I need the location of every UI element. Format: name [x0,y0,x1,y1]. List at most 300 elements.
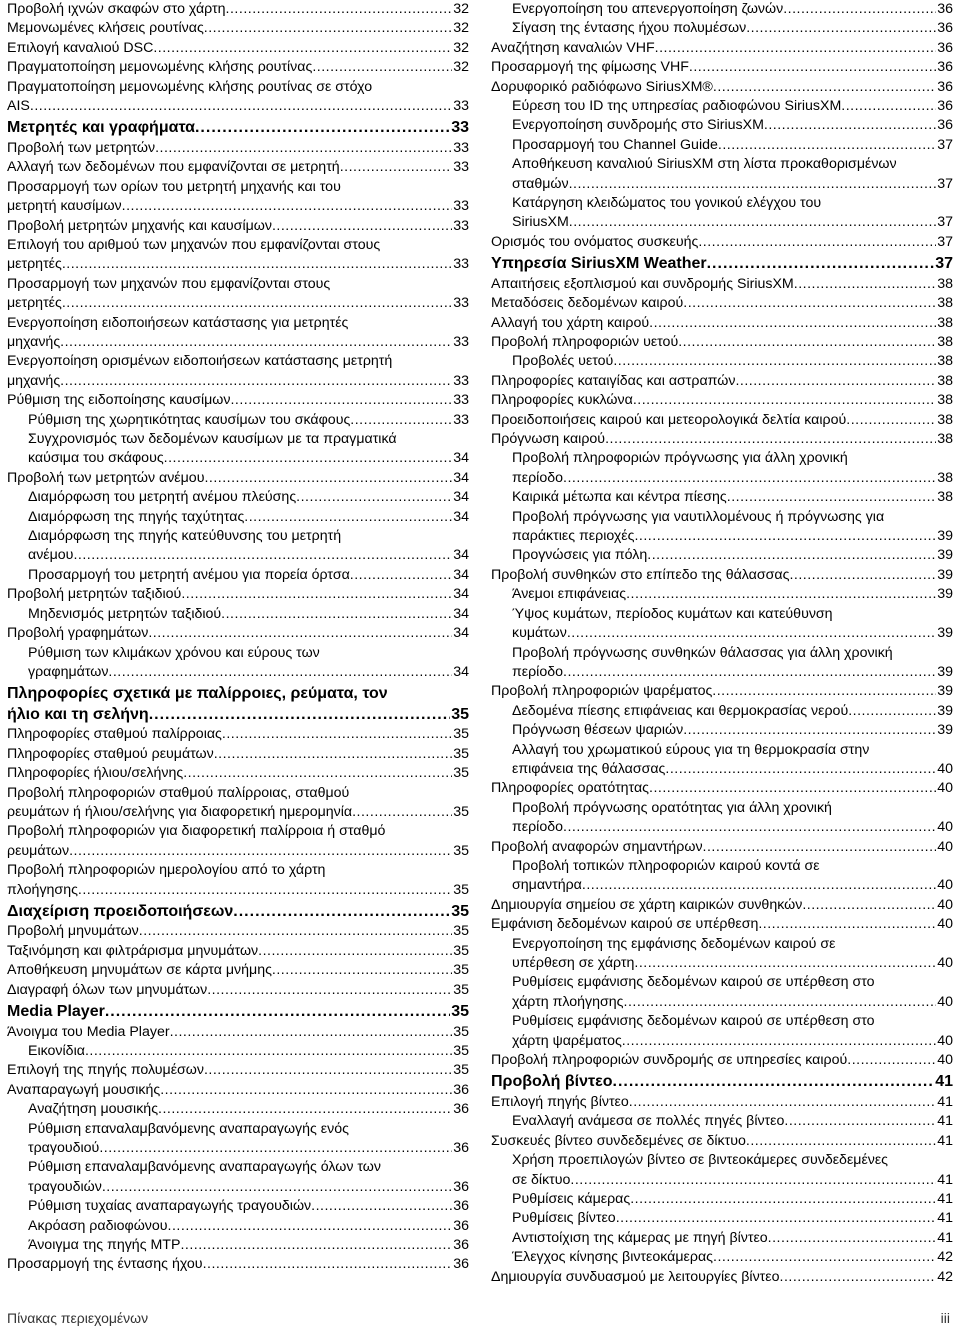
toc-entry[interactable] [7,78,469,117]
toc-entry[interactable] [7,488,469,507]
toc-page-number: 39 [937,625,953,642]
toc-entry-title-line: Ρυθμίσεις βίντεο [512,1210,616,1227]
toc-entry[interactable] [491,644,953,683]
toc-entry[interactable] [7,725,469,744]
toc-entry-title-line: Ταξινόμηση και φιλτράρισμα μηνυμάτων [7,942,259,959]
toc-entry-title-line: Προσαρμογή της έντασης ήχου [7,1256,203,1273]
toc-entry[interactable] [491,546,953,565]
toc-page-number: 35 [453,803,469,820]
toc-entry[interactable] [491,352,953,371]
dot-leader [296,488,452,507]
toc-page-number: 35 [453,942,469,959]
toc-page-number: 39 [937,528,953,545]
toc-entry[interactable] [491,1051,953,1070]
toc-entry-title-line: Εμφάνιση δεδομένων καιρού σε υπέρθεση [491,916,759,933]
toc-entry[interactable] [7,745,469,764]
toc-entry[interactable] [491,1209,953,1228]
toc-entry-title-line: Προβολές υετού [512,353,614,370]
toc-entry[interactable] [7,178,469,217]
toc-entry-title-line: Προβολή πρόγνωσης συνθηκών θάλασσας για άλλη χρονική [512,644,893,661]
toc-entry[interactable] [491,275,953,294]
toc-entry[interactable] [491,1151,953,1190]
toc-entry[interactable] [491,1229,953,1248]
toc-page-number: 42 [937,1268,953,1285]
toc-entry-title-line: Αναζήτηση μουσικής [28,1101,159,1118]
toc-entry[interactable] [491,838,953,857]
dot-leader [158,1100,452,1119]
dot-leader [148,624,452,643]
toc-entry-title-line: Ρυθμίσεις εμφάνισης δεδομένων καιρού σε υπέρθεση στο [512,974,875,991]
toc-entry[interactable] [491,605,953,644]
toc-page-number: 36 [937,59,953,76]
toc-page-number: 40 [937,993,953,1010]
dot-leader [153,39,452,58]
toc-page-number: 35 [451,705,469,723]
toc-entry[interactable] [491,136,953,155]
dot-leader [703,838,937,857]
toc-entry[interactable] [7,0,469,19]
toc-entry-title-line: περίοδο [512,663,564,680]
toc-entry-title-line: Διαγραφή όλων των μηνυμάτων [7,981,208,998]
toc-entry-title-line: Εύρεση του ID της υπηρεσίας ραδιοφώνου SiriusXM [512,98,842,115]
toc-entry[interactable] [7,1042,469,1061]
dot-leader [768,1229,937,1248]
dot-leader [616,1209,937,1228]
toc-entry-title-line: Υπηρεσία SiriusXM Weather [491,255,707,273]
toc-entry[interactable] [491,585,953,604]
toc-column-right [491,0,953,1287]
toc-page-number: 35 [451,902,469,920]
dot-leader [204,1061,452,1080]
toc-entry-title-line: Εικονίδια [28,1043,85,1059]
toc-entry[interactable] [491,194,953,233]
toc-column-left [7,0,469,1275]
toc-page-number: 36 [453,1101,469,1118]
toc-page-number: 35 [453,981,469,998]
toc-entry[interactable] [491,1012,953,1051]
dot-leader [629,1093,936,1112]
toc-entry[interactable] [7,624,469,643]
toc-entry-title-line: Επιλογή πηγής βίντεο [491,1093,629,1110]
toc-entry[interactable] [7,236,469,275]
toc-entry[interactable] [7,922,469,941]
dot-leader [735,372,936,391]
toc-page-number: 38 [937,275,953,292]
toc-entry-title-line: Προβολή ιχνών σκαφών στο χάρτη [7,1,226,17]
toc-page-number: 36 [453,1178,469,1195]
toc-page-number: 34 [453,663,469,680]
toc-entry[interactable] [491,1112,953,1131]
toc-entry-title-line: Προβολή συνθηκών στο επίπεδο της θάλασσας [491,566,790,583]
toc-entry[interactable] [491,1132,953,1151]
toc-entry-title-line: Μεταδόσεις δεδομένων καιρού [491,295,684,312]
toc-entry[interactable] [7,605,469,624]
toc-entry[interactable] [491,935,953,974]
toc-entry[interactable] [491,233,953,252]
toc-entry-title-line: Σίγαση της έντασης ήχου πολυμέσων [512,20,747,37]
toc-entry[interactable] [491,1248,953,1267]
toc-entry-title-line: Μεμονωμένες κλήσεις ρουτίνας [7,20,204,37]
dot-leader [155,139,452,158]
toc-page-number: 38 [937,489,953,506]
dot-leader [30,97,452,116]
toc-entry-title-line: πλοήγησης [7,881,78,898]
toc-entry-title-line: Κατάργηση κλειδώματος του γονικού ελέγχου του [512,195,822,212]
toc-entry[interactable] [7,861,469,900]
toc-entry-title-line: Ορισμός του ονόματος συσκευής [491,233,699,250]
toc-entry[interactable] [7,469,469,488]
dot-leader [350,566,452,585]
toc-entry[interactable] [7,784,469,823]
toc-page-number: 41 [937,1093,953,1110]
dot-leader [634,954,936,973]
toc-entry[interactable] [491,97,953,116]
toc-page-number: 37 [937,136,953,153]
toc-entry[interactable] [7,961,469,980]
toc-page-number: 37 [935,255,953,273]
toc-entry-title-line: Πληροφορίες σταθμού ρευμάτων [7,745,214,762]
toc-entry[interactable] [491,294,953,313]
toc-entry-title-line: Συγχρονισμός των δεδομένων καυσίμων με τα πραγματικά [28,431,397,448]
toc-entry-title-line: Πληροφορίες σταθμού παλίρροιας [7,726,222,743]
toc-entry-title-line: Πραγματοποίηση μεμονωμένης κλήσης ρουτίνας [7,59,313,76]
toc-entry-title-line: Προβολή πληροφοριών ψαρέματος [491,683,713,700]
toc-entry-title-line: Δημιουργία σημείου σε χάρτη καιρικών συνθηκών [491,896,803,913]
toc-page-number: 36 [453,1198,469,1215]
dot-leader [170,1023,453,1042]
dot-leader [613,352,936,371]
toc-page-number: 38 [937,334,953,350]
toc-entry-title-line: Προβολή πρόγνωσης για ναυτιλλομένους ή πρόγνωσης για [512,508,885,525]
toc-page-number: 35 [453,726,469,743]
toc-entry[interactable] [7,39,469,58]
dot-leader [272,217,452,236]
toc-entry-title-line: μετρητές [7,256,62,273]
toc-entry-title-line: Επιλογή της πηγής πολυμέσων [7,1062,204,1079]
dot-leader [848,702,936,721]
toc-entry[interactable] [491,799,953,838]
dot-leader [160,1081,452,1100]
toc-entry-title-line: Προειδοποιήσεις καιρού και μετεορολογικά δελτία καιρού [491,411,847,428]
toc-section-heading[interactable] [7,684,469,725]
toc-entry[interactable] [7,585,469,604]
toc-entry[interactable] [7,764,469,783]
toc-page-number: 35 [453,962,469,979]
toc-section-heading[interactable] [7,118,469,139]
toc-entry-title-line: Δημιουργία συνδυασμού με λειτουργίες βίντεο [491,1268,780,1285]
toc-page-number: 36 [453,1217,469,1234]
toc-entry[interactable] [491,116,953,135]
toc-entry[interactable] [7,981,469,1000]
dot-leader [634,527,936,546]
toc-entry[interactable] [491,682,953,701]
toc-entry-title-line: Ρύθμιση τυχαίας αναπαραγωγής τραγουδιών [28,1198,312,1215]
toc-entry-title-line: Ρύθμιση της ειδοποίησης καυσίμων [7,392,231,409]
toc-entry[interactable] [7,217,469,236]
toc-entry[interactable] [491,1093,953,1112]
toc-entry[interactable] [491,314,953,333]
toc-page-number: 34 [453,489,469,506]
toc-entry[interactable] [7,1255,469,1274]
toc-entry[interactable] [491,566,953,585]
dot-leader [713,1248,936,1267]
toc-entry[interactable] [7,527,469,566]
toc-entry[interactable] [7,942,469,961]
toc-entry[interactable] [7,58,469,77]
toc-section-heading[interactable] [7,902,469,923]
toc-entry-title-line: Πραγματοποίηση μεμονωμένης κλήσης ρουτίνας σε στόχο [7,78,373,95]
dot-leader [649,779,936,798]
toc-entry[interactable] [491,915,953,934]
toc-page-number: 35 [453,1062,469,1079]
toc-entry[interactable] [7,275,469,314]
toc-entry[interactable] [7,1120,469,1159]
toc-entry-title-line: γραφημάτων [28,663,109,680]
dot-leader [794,275,936,294]
toc-entry-title-line: Διαμόρφωση της πηγής κατεύθυνσης του μετρητή [28,528,342,545]
dot-leader [569,175,937,194]
toc-entry[interactable] [7,314,469,353]
toc-entry[interactable] [7,158,469,177]
toc-page-number: 38 [937,392,953,409]
toc-entry[interactable] [491,391,953,410]
toc-page-number: 40 [937,838,953,855]
toc-entry-title-line: Μετρητές και γραφήματα [7,119,195,137]
dot-leader [570,1171,936,1190]
toc-entry[interactable] [491,411,953,430]
toc-entry[interactable] [7,1061,469,1080]
dot-leader [784,1112,936,1131]
toc-page-number: 39 [937,663,953,680]
toc-entry-title-line: Χρήση προεπιλογών βίντεο σε βιντεοκάμερες συνδεδεμένες [512,1152,889,1169]
toc-entry-title-line: Ρύθμιση της χωρητικότητας καυσίμων του σκάφους [28,411,351,428]
toc-entry[interactable] [7,1197,469,1216]
toc-entry-title-line: Προσαρμογή του μετρητή ανέμου για πορεία όρτσα [28,566,350,583]
toc-entry-title-line: Αναζήτηση καναλιών VHF [491,39,655,56]
dot-leader [203,1255,453,1274]
dot-leader [207,981,452,1000]
toc-entry[interactable] [7,391,469,410]
toc-entry[interactable] [7,19,469,38]
toc-page-number: 35 [451,1003,469,1021]
toc-page-number: 40 [937,1032,953,1049]
toc-entry-title-line: Media Player [7,1003,105,1021]
dot-leader [214,745,452,764]
dot-leader [69,842,452,861]
toc-entry-title-line: χάρτη πλοήγησης [512,993,624,1010]
toc-page-number: 35 [453,1023,469,1040]
toc-page-number: 36 [937,1,953,17]
toc-page-number: 33 [453,392,469,409]
dot-leader [108,663,452,682]
toc-entry[interactable] [7,1158,469,1197]
toc-entry[interactable] [491,973,953,1012]
toc-entry-title-line: Προσαρμογή των ορίων του μετρητή μηχανής και του [7,178,341,195]
toc-page-number: 42 [937,1249,953,1266]
toc-entry[interactable] [491,896,953,915]
toc-page-number: 36 [937,39,953,56]
toc-entry-title-line: SiriusXM [512,214,569,231]
toc-entry[interactable] [7,139,469,158]
toc-entry[interactable] [7,352,469,391]
toc-entry-title-line: Άνεμοι επιφάνειας [512,586,627,603]
dot-leader [780,1268,937,1287]
toc-page-number: 33 [453,372,469,389]
toc-section-heading[interactable] [491,254,953,275]
toc-entry[interactable] [491,488,953,507]
toc-entry-title-line: κυμάτων [512,625,567,642]
dot-leader [569,213,936,232]
dot-leader [789,566,936,585]
dot-leader [312,58,452,77]
toc-entry-title-line: σημαντήρα [512,877,582,894]
toc-page-number: 33 [453,159,469,176]
toc-page-number: 32 [453,20,469,37]
toc-entry[interactable] [491,39,953,58]
dot-leader [605,430,936,449]
toc-entry-title-line: Προβολή των μετρητών [7,139,156,156]
toc-page-number: 32 [453,39,469,56]
toc-entry-title-line: παράκτιες περιοχές [512,528,635,545]
toc-entry[interactable] [491,333,953,352]
toc-entry[interactable] [7,1217,469,1236]
toc-entry-title-line: χάρτη ψαρέματος [512,1032,622,1049]
toc-entry-title-line: Προβολή τοπικών πληροφοριών καιρού κοντά σε [512,857,820,874]
toc-page-number: 32 [453,1,469,17]
toc-entry-title-line: Διαμόρφωση του μετρητή ανέμου πλεύσης [28,489,297,506]
toc-entry[interactable] [7,430,469,469]
dot-leader [626,585,936,604]
toc-entry-title-line: Αποθήκευση καναλιού SiriusXM στη λίστα προκαθορισμένων [512,156,897,173]
toc-page-number: 34 [453,469,469,486]
toc-page-number: 33 [453,411,469,428]
toc-entry-title-line: Ακρόαση ραδιοφώνου [28,1217,168,1234]
toc-entry-title-line: Προβολή πληροφοριών ημερολογίου από το χάρτη [7,862,326,879]
toc-page-number: 38 [937,469,953,486]
toc-page-number: 40 [937,1052,953,1069]
toc-page-number: 39 [937,722,953,739]
toc-entry[interactable] [491,857,953,896]
toc-entry[interactable] [7,411,469,430]
toc-page-number: 35 [453,881,469,898]
toc-entry-title-line: Αλλαγή των δεδομένων που εμφανίζονται σε μετρητή [7,159,340,176]
toc-page-number: 38 [937,353,953,370]
toc-page-number: 36 [453,1256,469,1273]
toc-entry[interactable] [7,566,469,585]
dot-leader [168,1217,453,1236]
dot-leader [99,1139,452,1158]
dot-leader [630,1190,936,1209]
toc-entry[interactable] [491,449,953,488]
toc-section-heading[interactable] [491,1072,953,1093]
toc-page-number: 38 [937,372,953,389]
toc-page-number: 41 [937,1113,953,1130]
dot-leader [102,1178,452,1197]
toc-entry[interactable] [491,78,953,97]
footer-section-title: Πίνακας περιεχομένων [7,1310,149,1326]
toc-entry[interactable] [7,1081,469,1100]
dot-leader [350,411,452,430]
toc-entry-title-line: Απαιτήσεις εξοπλισμού και συνδρομής SiriusXM [491,275,794,292]
toc-entry-title-line: περίοδο [512,819,564,836]
toc-page-number: 40 [937,916,953,933]
toc-entry[interactable] [491,19,953,38]
toc-page-number: 32 [453,59,469,76]
toc-page-number: 41 [937,1190,953,1207]
dot-leader [563,818,936,837]
toc-page-number: 36 [937,117,953,134]
toc-entry[interactable] [491,702,953,721]
toc-entry[interactable] [7,508,469,527]
toc-entry[interactable] [7,1236,469,1255]
toc-entry-title-line: ρευμάτων ή ήλιου/σελήνης για διαφορετική ημερομηνία [7,803,353,820]
toc-page-number: 39 [937,586,953,603]
toc-entry-title-line: Προβολή μηνυμάτων [7,923,139,940]
toc-entry-title-line: Προγνώσεις για πόλη [512,547,648,564]
toc-entry[interactable] [491,58,953,77]
dot-leader [122,197,453,216]
dot-leader [582,876,936,895]
toc-entry[interactable] [491,779,953,798]
dot-leader [746,19,936,38]
dot-leader [758,915,936,934]
toc-page-number: 40 [937,896,953,913]
toc-entry[interactable] [491,1268,953,1287]
toc-page-number: 41 [937,1132,953,1149]
toc-entry[interactable] [7,1023,469,1042]
toc-entry-title-line: Προβολή πληροφοριών για διαφορετική παλίρροια ή σταθμό [7,823,386,840]
toc-page-number: 35 [453,923,469,940]
toc-entry-title-line: Προβολή πληροφοριών σταθμού παλίρροιας, σταθμού [7,784,350,801]
toc-page-number: 35 [453,842,469,859]
toc-entry-title-line: Διαχείριση προειδοποιήσεων [7,902,234,920]
toc-entry[interactable] [7,1100,469,1119]
toc-entry-title-line: ρευμάτων [7,842,70,859]
toc-page-number: 34 [453,508,469,525]
toc-entry-title-line: Προβολή βίντεο [491,1073,613,1091]
toc-section-heading[interactable] [7,1002,469,1023]
toc-entry[interactable] [491,721,953,740]
dot-leader [311,1197,452,1216]
toc-entry[interactable] [491,430,953,449]
toc-page-number: 35 [453,1043,469,1059]
toc-entry-title-line: Επιλογή καναλιού DSC [7,39,154,56]
toc-page-number: 33 [453,217,469,234]
toc-page-number: 34 [453,625,469,642]
toc-entry-title-line: Πληροφορίες κυκλώνα [491,392,633,409]
toc-entry[interactable] [7,644,469,683]
dot-leader [78,881,452,900]
toc-entry[interactable] [491,508,953,547]
dot-leader [164,449,453,468]
toc-entry-title-line: περίοδο [512,469,564,486]
toc-entry[interactable] [491,0,953,19]
dot-leader [707,254,935,275]
dot-leader [221,605,452,624]
toc-page-number: 35 [453,765,469,782]
toc-page-number: 33 [453,139,469,156]
toc-entry-title-line: ήλιο και τη σελήνη [7,705,149,723]
toc-entry-title-line: Αλλαγή του χρωματικού εύρους για τη θερμοκρασία στην [512,741,870,758]
toc-entry[interactable] [491,1190,953,1209]
toc-entry[interactable] [491,741,953,780]
toc-entry-title-line: Έλεγχος κίνησης βιντεοκάμερας [512,1249,713,1266]
toc-page-number: 34 [453,547,469,564]
toc-entry[interactable] [491,155,953,194]
toc-entry[interactable] [491,372,953,391]
toc-entry[interactable] [7,822,469,861]
toc-entry-title-line: Αναπαραγωγή μουσικής [7,1081,161,1098]
